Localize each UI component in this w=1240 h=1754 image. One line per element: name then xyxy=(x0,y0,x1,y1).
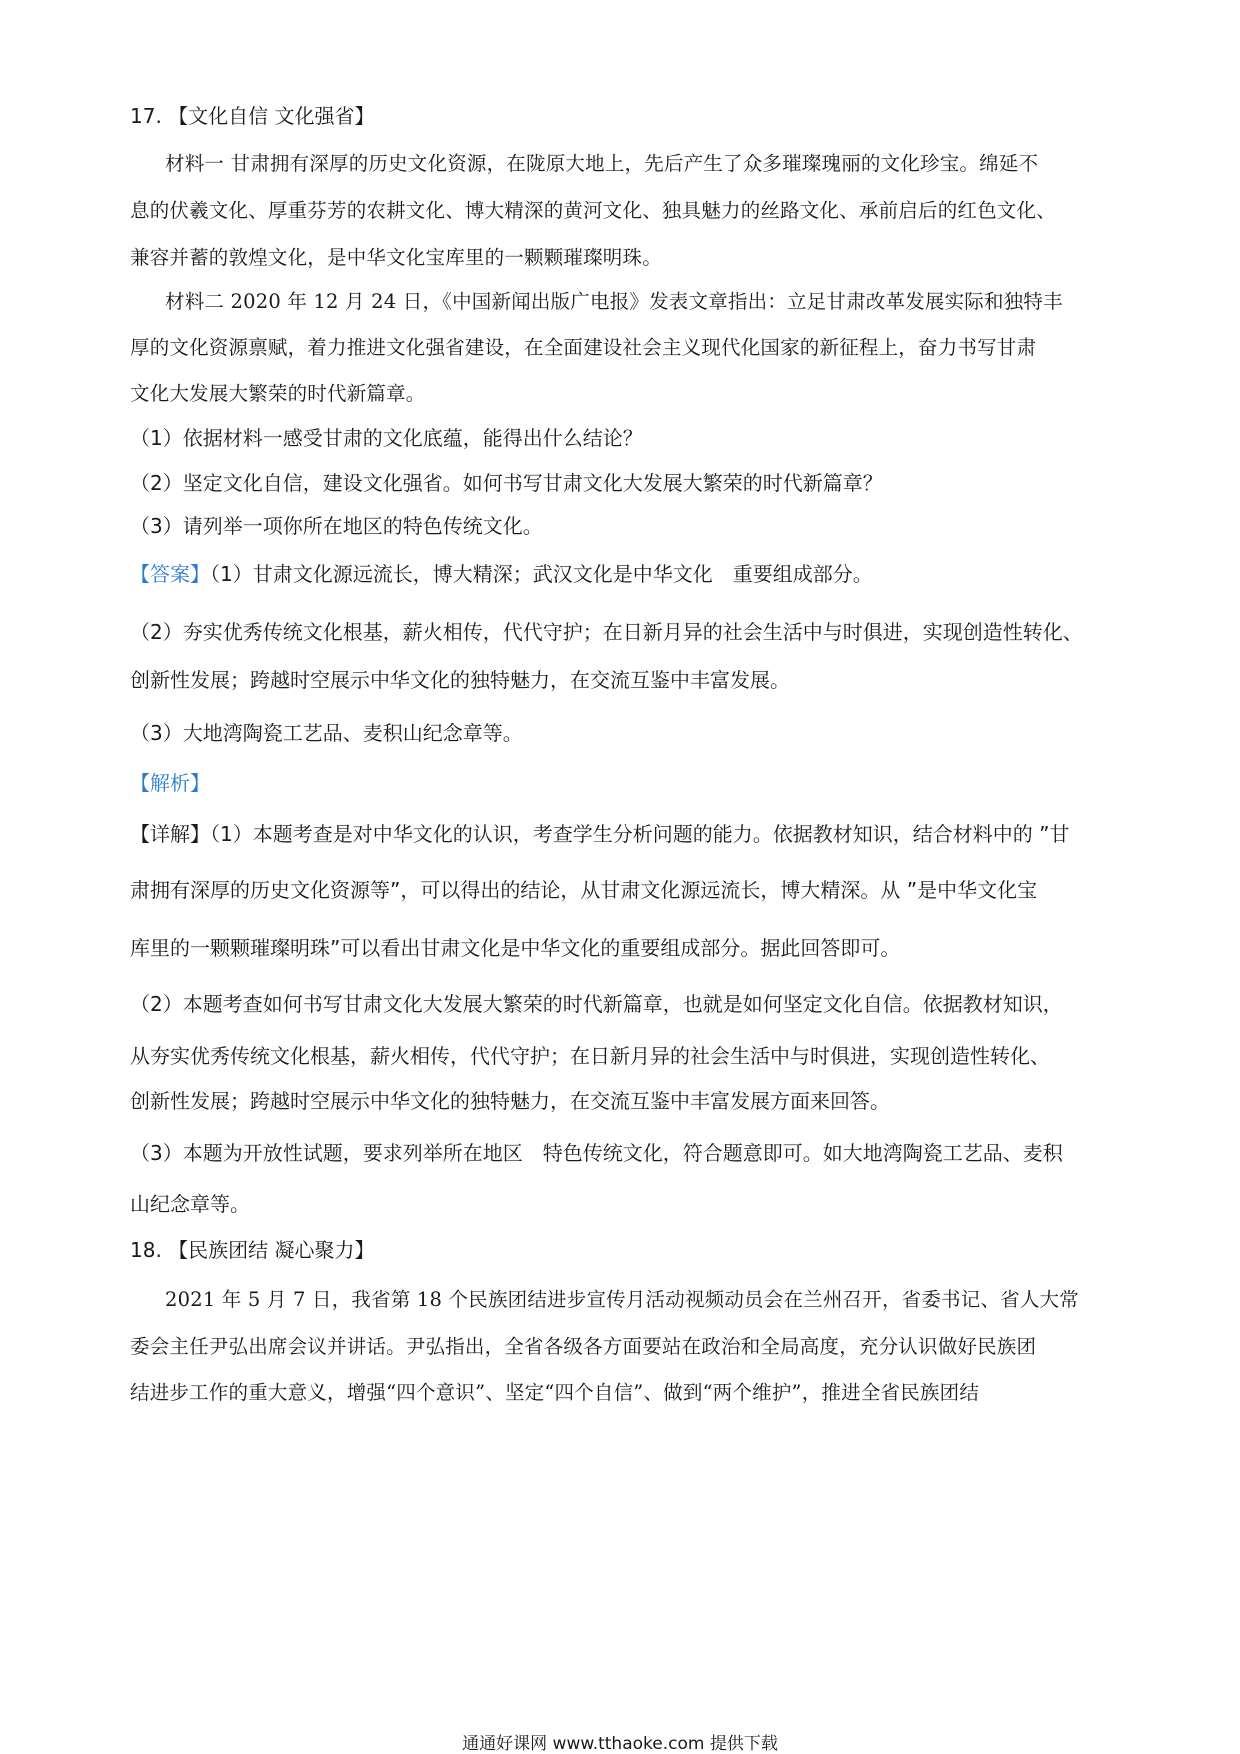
q17-detail-line: 从夯实优秀传统文化根基，薪火相传，代代守护；在日新月异的社会生活中与时俱进，实现创造性转化、 xyxy=(130,1044,1050,1068)
q17-detail-line: 创新性发展；跨越时空展示中华文化的独特魅力，在交流互鉴中丰富发展方面来回答。 xyxy=(130,1089,890,1113)
q17-detail-line: 山纪念章等。 xyxy=(130,1192,250,1216)
q17-answer-line: （3）大地湾陶瓷工艺品、麦积山纪念章等。 xyxy=(130,721,523,745)
q17-question-3: （3）请列举一项你所在地区的特色传统文化。 xyxy=(130,514,543,538)
q17-material1-line: 材料一 甘肃拥有深厚的历史文化资源，在陇原大地上，先后产生了众多璀璨瑰丽的文化珍宝。绵延不 xyxy=(165,152,1039,175)
analysis-label: 【解析】 xyxy=(130,771,210,795)
detail-label: 【详解】 xyxy=(130,822,210,846)
q17-detail-line: 肃拥有深厚的历史文化资源等”，可以得出的结论，从甘肃文化源远流长，博大精深。从 ”是中华文化宝 xyxy=(130,878,1038,902)
q17-detail-line: 库里的一颗颗璀璨明珠”可以看出甘肃文化是中华文化的重要组成部分。据此回答即可。 xyxy=(130,936,901,960)
detail-text: （1）本题考查是对中华文化的认识，考查学生分析问题的能力。依据教材知识，结合材料中的 ”甘 xyxy=(210,822,1070,846)
q17-answer-line: （2）夯实优秀传统文化根基，薪火相传，代代守护；在日新月异的社会生活中与时俱进，实现创造性转化、 xyxy=(130,620,1083,644)
q18-material-line: 委会主任尹弘出席会议并讲话。尹弘指出，全省各级各方面要站在政治和全局高度，充分认识做好民族团 xyxy=(130,1335,1037,1358)
q17-answer-line-1 xyxy=(130,560,1130,588)
q17-detail-line: （2）本题考查如何书写甘肃文化大发展大繁荣的时代新篇章，也就是如何坚定文化自信。依据教材知识， xyxy=(130,992,1063,1016)
q18-material-line: 结进步工作的重大意义，增强“四个意识”、坚定“四个自信”、做到“两个维护”，推进全省民族团结 xyxy=(130,1381,980,1404)
q17-material2-line: 厚的文化资源禀赋，着力推进文化强省建设，在全面建设社会主义现代化国家的新征程上，奋力书写甘肃 xyxy=(130,336,1037,359)
q17-detail-line-1 xyxy=(130,820,1130,848)
q18-title: 18. 【民族团结 凝心聚力】 xyxy=(130,1238,375,1262)
q17-material1-line: 息的伏羲文化、厚重芬芳的农耕文化、博大精深的黄河文化、独具魅力的丝路文化、承前启后的红色文化、 xyxy=(130,199,1056,222)
q17-material2-line: 材料二 2020 年 12 月 24 日，《中国新闻出版广电报》发表文章指出：立足甘肃改革发展实际和独特丰 xyxy=(165,290,1063,313)
answer-text: （1）甘肃文化源远流长，博大精深；武汉文化是中华文化 重要组成部分。 xyxy=(210,562,873,586)
q17-question-2: （2）坚定文化自信，建设文化强省。如何书写甘肃文化大发展大繁荣的时代新篇章？ xyxy=(130,471,883,495)
q17-question-1: （1）依据材料一感受甘肃的文化底蕴，能得出什么结论？ xyxy=(130,426,643,450)
q18-material-line: 2021 年 5 月 7 日，我省第 18 个民族团结进步宣传月活动视频动员会在兰州召开，省委书记、省人大常 xyxy=(165,1288,1079,1311)
page-footer: 通通好课网 www.tthaoke.com 提供下载 xyxy=(462,1734,778,1754)
q17-title: 17. 【文化自信 文化强省】 xyxy=(130,104,375,128)
q17-detail-line: （3）本题为开放性试题，要求列举所在地区 特色传统文化，符合题意即可。如大地湾陶瓷工艺品、麦积 xyxy=(130,1141,1063,1165)
answer-label: 【答案】 xyxy=(130,562,210,586)
q17-answer-line: 创新性发展；跨越时空展示中华文化的独特魅力，在交流互鉴中丰富发展。 xyxy=(130,668,790,692)
q17-material1-line: 兼容并蓄的敦煌文化，是中华文化宝库里的一颗颗璀璨明珠。 xyxy=(130,246,662,269)
q17-material2-line: 文化大发展大繁荣的时代新篇章。 xyxy=(130,382,426,405)
